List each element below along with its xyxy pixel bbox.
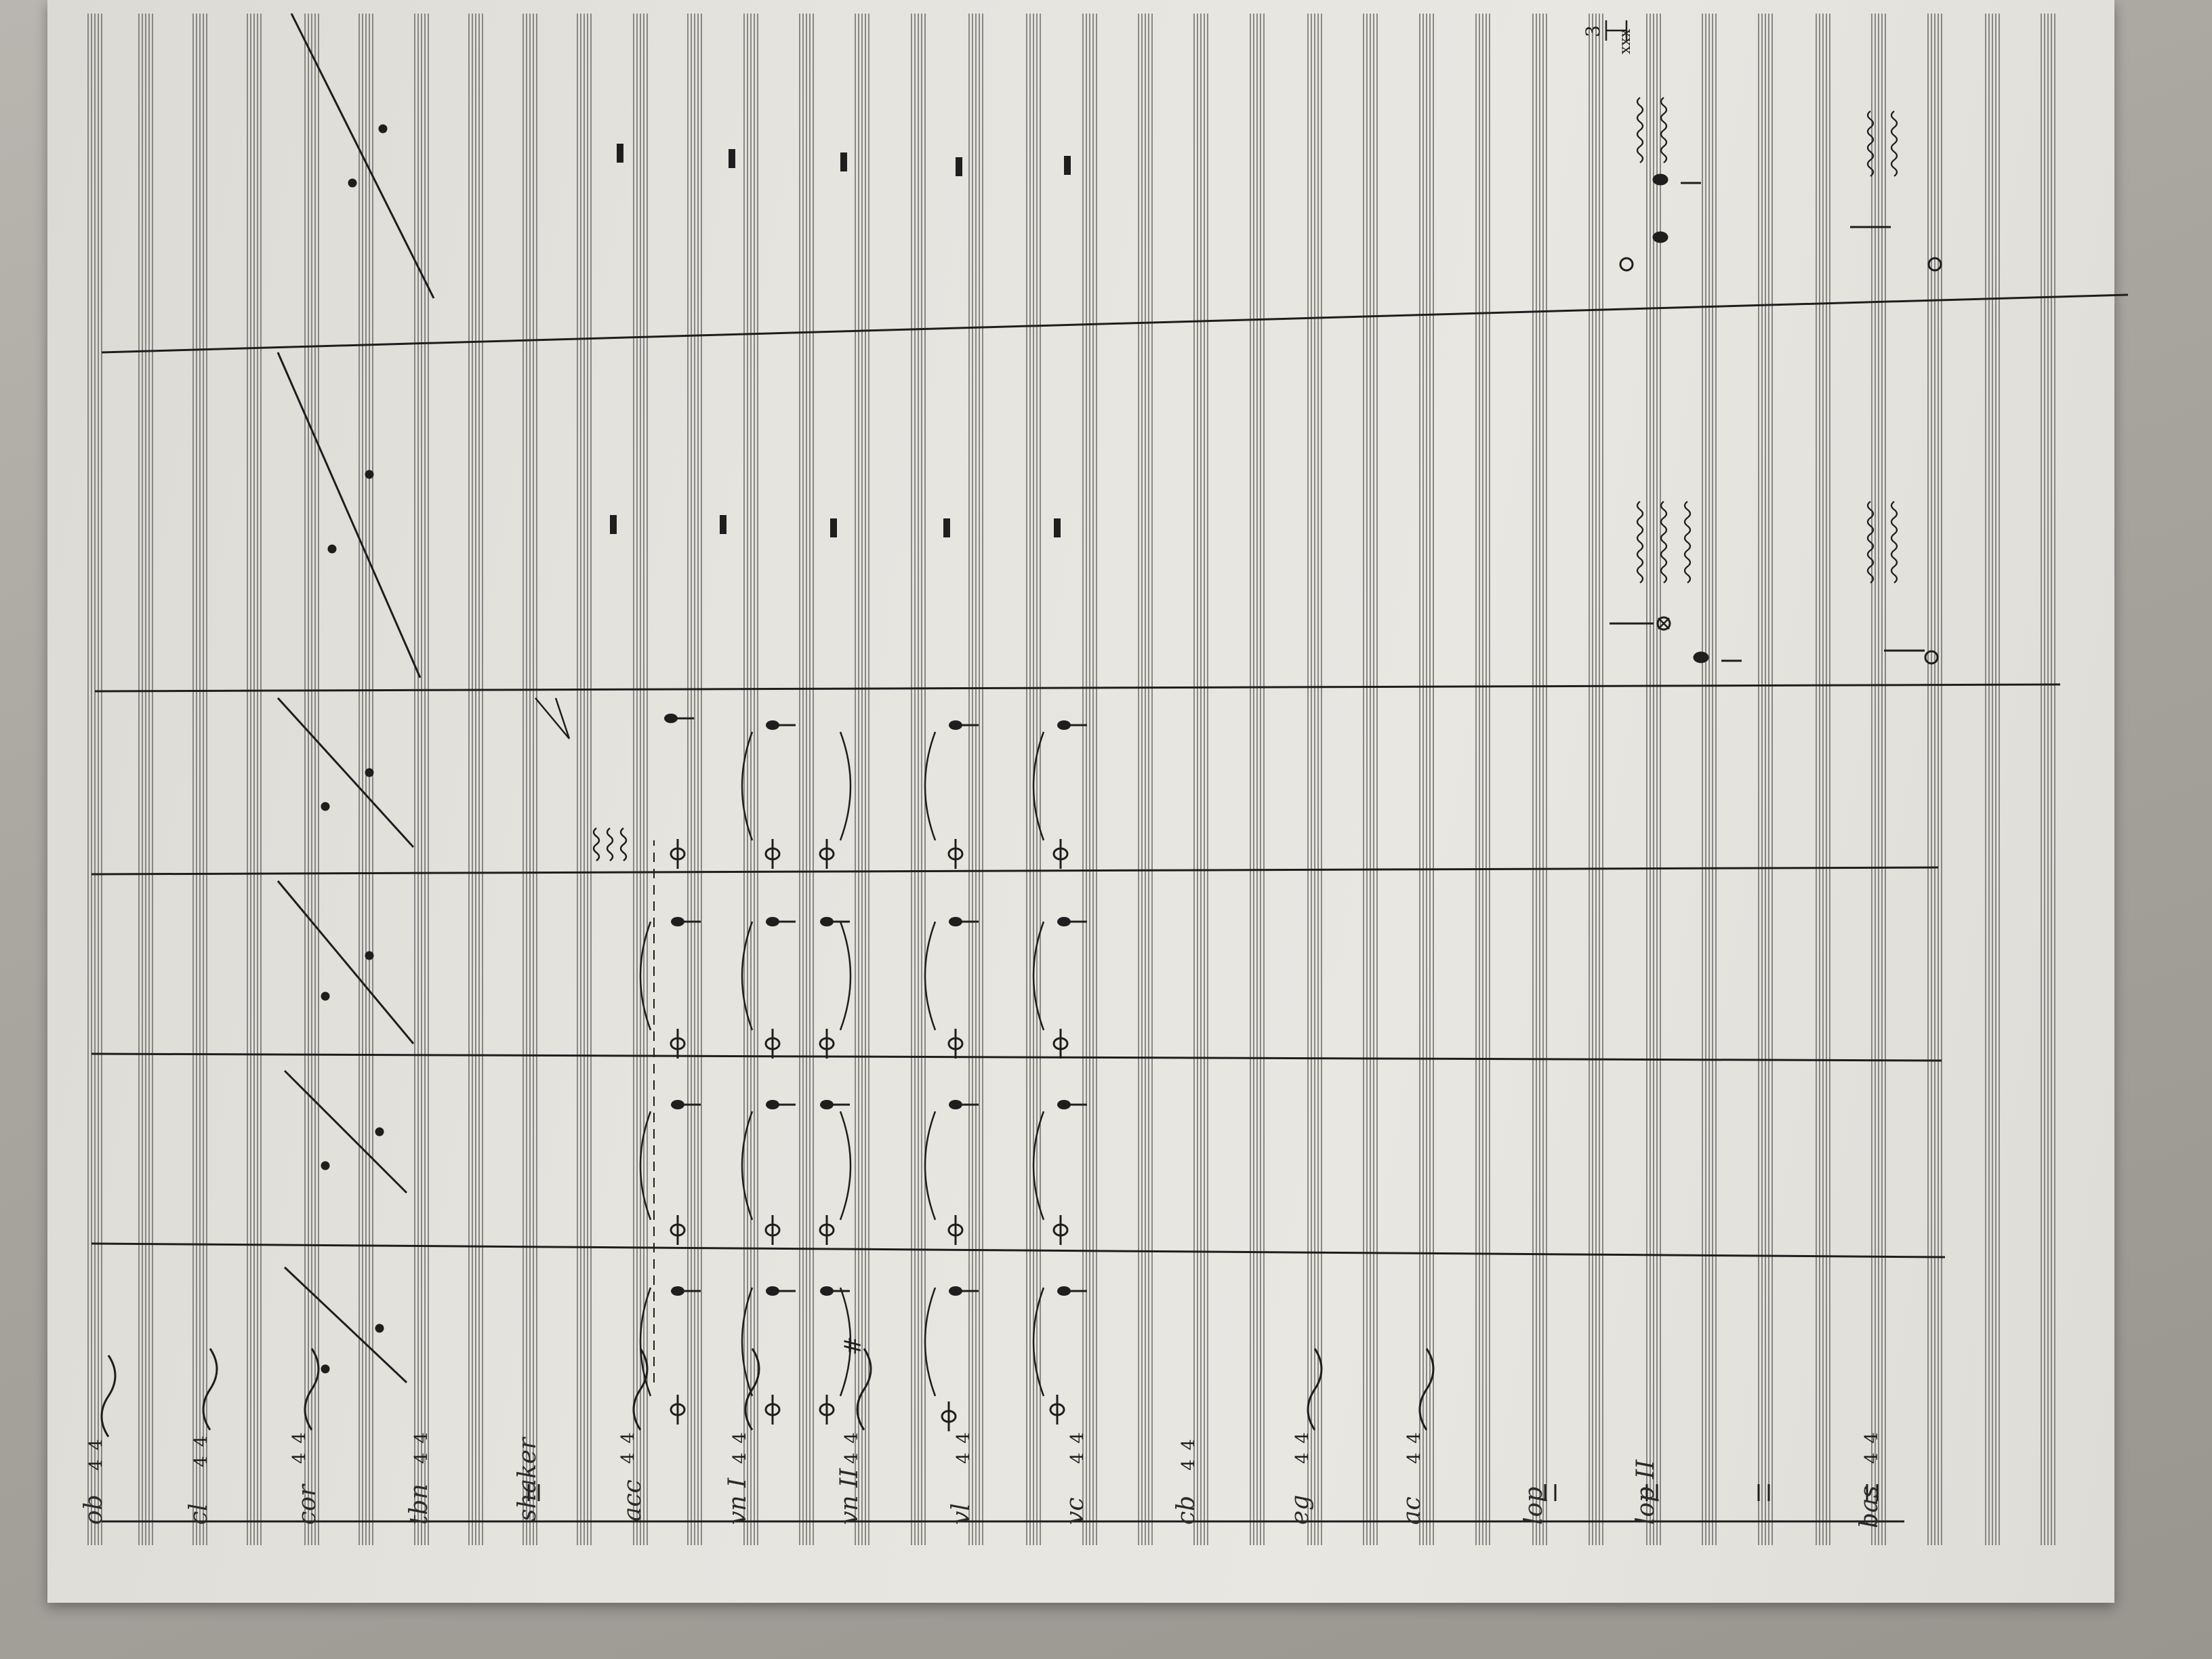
time-signatures (86, 1432, 1882, 1471)
label-vl: vl (947, 1503, 975, 1525)
label-cb: cb (1172, 1495, 1200, 1525)
ts-cor-bottom: 4 (289, 1432, 310, 1443)
label-cl: cl (185, 1503, 213, 1525)
instrument-labels (80, 1437, 1883, 1528)
label-bas: bas (1856, 1486, 1883, 1528)
bar-rests (610, 144, 1071, 537)
label-vc: vc (1061, 1497, 1089, 1525)
tuplet-number: 3 (1582, 25, 1604, 37)
ts-eg-bottom: 4 (1292, 1432, 1313, 1443)
ts-cor-top: 4 (289, 1452, 310, 1464)
label-vn1: vn I (724, 1477, 752, 1525)
accidental-sharp: # (840, 1336, 867, 1355)
ts-tbn-bottom: 4 (411, 1432, 432, 1443)
ts-vn1-bottom: 4 (730, 1432, 750, 1443)
ts-ob-top: 4 (86, 1459, 106, 1471)
notes-measure-2 (671, 1100, 1087, 1245)
ts-cl-bottom: 4 (191, 1435, 211, 1447)
staff-lines (88, 14, 2055, 1545)
ts-cb-top: 4 (1179, 1459, 1199, 1471)
tremolo-marks (594, 828, 626, 861)
ts-ob-bottom: 4 (86, 1439, 106, 1450)
clef-ob (102, 1355, 115, 1437)
clef-cl (203, 1349, 217, 1430)
label-ob: ob (80, 1494, 108, 1525)
ts-vl-top: 4 (954, 1452, 974, 1464)
repeat-slashes (278, 14, 434, 1382)
crescendo-hairpin (535, 698, 569, 739)
ts-tbn-top: 4 (411, 1452, 432, 1464)
ts-bas-bottom: 4 (1862, 1432, 1882, 1443)
ts-eg-top: 4 (1292, 1452, 1313, 1464)
label-cor: cor (293, 1484, 321, 1525)
clefs (102, 1349, 1433, 1437)
percussion-squiggles (1637, 98, 1897, 583)
ts-cb-bottom: 4 (1179, 1439, 1199, 1450)
notes-measure-4 (664, 714, 1087, 869)
ts-vc-bottom: 4 (1067, 1432, 1088, 1443)
label-lop2: lop II (1632, 1459, 1660, 1525)
ts-bas-top: 4 (1862, 1452, 1882, 1464)
ts-cl-top: 4 (191, 1456, 211, 1467)
ts-vc-top: 4 (1067, 1452, 1088, 1464)
ts-ac-top: 4 (1404, 1452, 1425, 1464)
label-shaker: shaker (514, 1437, 541, 1521)
ts-acc-bottom: 4 (618, 1432, 638, 1443)
ts-vn2-top: 4 (842, 1452, 862, 1464)
label-acc: acc (619, 1479, 647, 1521)
label-tbn: tbn (405, 1483, 433, 1525)
ts-acc-top: 4 (618, 1452, 638, 1464)
notes-measure-1 (671, 1286, 1087, 1431)
ts-ac-bottom: 4 (1404, 1432, 1425, 1443)
tuplet-xxx: xxx (1617, 28, 1634, 54)
label-vn2: vn II (836, 1468, 863, 1525)
ts-vn2-bottom: 4 (842, 1432, 862, 1443)
notes-measure-3 (671, 917, 1087, 1059)
label-eg: eg (1286, 1494, 1314, 1525)
percussion-notes (1610, 175, 1941, 663)
label-ac: ac (1398, 1496, 1426, 1525)
label-lop: lop (1520, 1486, 1548, 1525)
ts-vl-bottom: 4 (954, 1432, 974, 1443)
ts-vn1-top: 4 (730, 1452, 750, 1464)
